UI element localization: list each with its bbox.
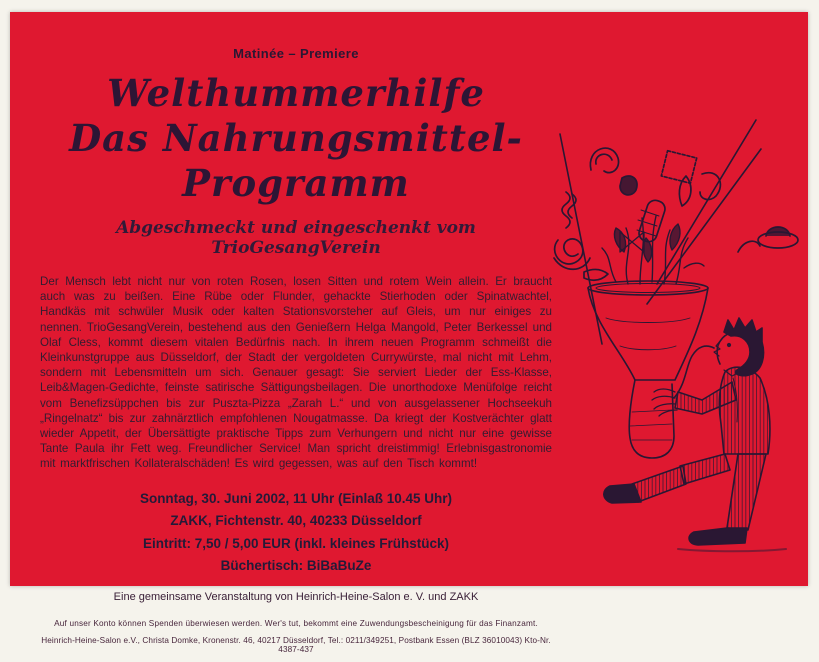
kicked-shoe (604, 484, 641, 503)
kicker: Matinée – Premiere (233, 46, 359, 61)
tuba-player-illustration (528, 112, 810, 574)
fineprint-contact: Heinrich-Heine-Salon e.V., Christa Domke, Kronenstr. 46, 40217 Düsseldorf, Tel.: 0211/349251, Postbank Essen (BLZ 36010043) Kto-Nr. 4387-437 (41, 635, 551, 654)
fineprint-donation: Auf unser Konto können Spenden überwiesen werden. Wer's tut, bekommt eine Zuwendungsbescheinigung für das Finanzamt. (54, 618, 538, 628)
stems-and-leaves (602, 216, 704, 284)
event-details (40, 488, 552, 578)
subtitle: Abgeschmeckt und eingeschenkt vom TrioGesangVerein (116, 218, 476, 258)
red-flyer (10, 12, 808, 654)
event-booktable-line: Büchertisch: BiBaBuZe (220, 558, 372, 574)
standing-shoe (689, 528, 747, 545)
kicked-shin (632, 466, 686, 502)
standing-leg (727, 454, 766, 530)
event-price-line: Eintritt: 7,50 / 5,00 EUR (inkl. kleines Frühstück) (142, 535, 450, 551)
kicked-thigh (680, 454, 730, 484)
ground-shadow (678, 549, 786, 551)
flyer-text-column (40, 46, 552, 662)
jacket (719, 367, 770, 454)
event-date-line: Sonntag, 30. Juni 2002, 11 Uhr (Einlaß 10.45 Uhr) (139, 490, 453, 506)
title-line-1: Welthummerhilfe (107, 71, 485, 115)
organizer-line: Eine gemeinsame Veranstaltung von Heinrich-Heine-Salon e. V. und ZAKK (113, 590, 479, 603)
vase (588, 281, 708, 380)
title-line-2: Das Nahrungsmittel-Programm (69, 116, 523, 205)
event-venue-line: ZAKK, Fichtenstr. 40, 40233 Düsseldorf (170, 513, 422, 529)
tuba-player-drawing (528, 112, 810, 574)
body-paragraph: Der Mensch lebt nicht nur von roten Rosen, losen Sitten und rotem Wein allein. Er braucht auch was zu beißen. Eine Rübe oder Flunder, gehackte Stierhoden oder Spinatwachtel, Handkäs mit schwüler Musik oder kalten Stationsvorsteher auf Gleis, um nur einiges zu nennen. TrioGesangVerein, bestehend aus den Genießern Helga Mangold, Peter Berkessel und Olaf Cless, kommt diesem vitalen Bedürfnis nach. In ihrem neuen Programm schmeißt die Kleinkunstgruppe aus Düsseldorf, der Stadt der vergoldeten Currywürste, mal nicht mit Lehm, sondern mit Lebensmitteln um sich. Genauer gesagt: Sie serviert Lieder der Ess-Klasse, Leib&Magen-Gedichte, feinste satirische Sättigungsbeilagen. Die unorthodoxe Menüfolge reicht vom Benefizsüppchen bis zur Puszta-Pizza „Zarah L.“ und von ausgelassener Hochseekuh „Ringelnatz“ bis zur zahnärztlich empfohlenen Nougatmasse. Da kriegt der Kostverächter glatt wieder Appetit, der Übersättigte praktische Tipps zum Verhungern und nicht nur eine gewisse Tante Paula ihr Fett weg. Freundlicher Service! Man spricht dreistimmig! Erlebnisgastronomie mit marktfrischen Kollateralschäden! Es wird gegessen, was auf den Tisch kommt! (40, 275, 552, 471)
eye (728, 344, 731, 347)
pasta-doodles (554, 148, 798, 280)
spaghetti-sticks (560, 120, 761, 344)
